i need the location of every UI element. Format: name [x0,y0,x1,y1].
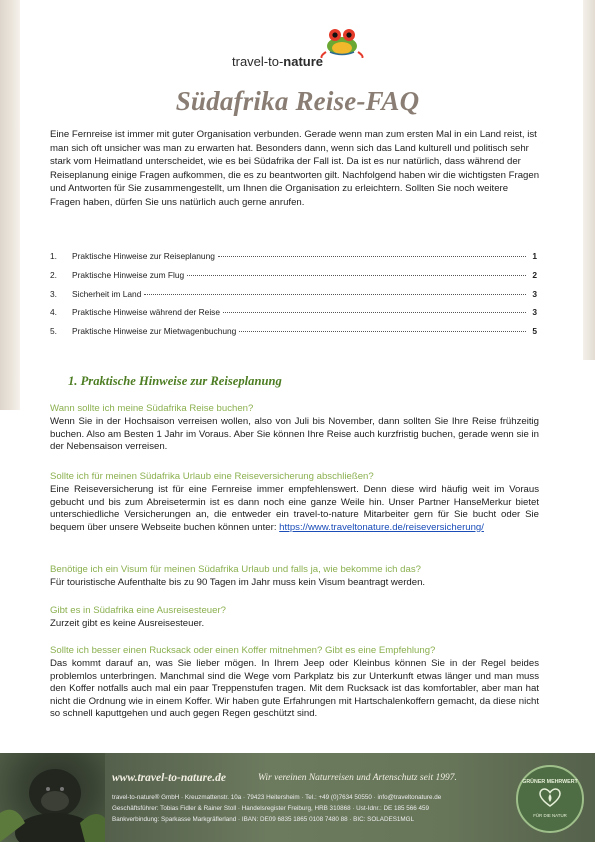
faq-question: Sollte ich besser einen Rucksack oder einen Koffer mitnehmen? Gibt es eine Empfehlung? [50,645,436,656]
toc-number: 5. [50,326,57,337]
toc-number: 4. [50,307,57,318]
faq-item-luggage [50,645,539,720]
faq-answer [50,484,539,534]
badge-bottom-text: FÜR DIE NATUR [533,813,567,818]
intro-paragraph: Eine Fernreise ist immer mit guter Organisation verbunden. Gerade wenn man zum ersten Mal in ein Land reist, ist man sich oft unsicher was man zu erwarten hat. Besonders dann, wenn sich das Land kulturell und politisch sehr stark vom Heimatland unterscheidet, wie es bei Südafrika der Fall ist. Da ist es nur natürlich, dass während der Reiseplanung einige Fragen aufkommen, die es zu beantworten gilt. Nachfolgend haben wir die wichtigsten Fragen und Antworten für Sie zusammengestellt, um Ihnen die Organisation zu erleichtern. Sollten Sie noch weitere Fragen haben, dürfen Sie uns natürlich auch gerne anrufen. [50,129,540,208]
toc-leader [223,312,526,313]
toc-leader [187,275,526,276]
faq-answer: Zurzeit gibt es keine Ausreisesteuer. [50,618,205,630]
toc-entry-4[interactable] [50,307,537,326]
page-footer [0,753,595,842]
page-left-edge [0,0,20,410]
toc-label: Praktische Hinweise während der Reise [72,307,221,318]
toc-entry-1[interactable] [50,251,537,270]
toc-number: 2. [50,269,57,280]
faq-item-departure-tax [50,605,539,631]
toc-page-number: 1 [532,251,537,261]
toc-leader [239,331,526,332]
toc-page-number: 3 [532,288,537,299]
toc-label: Praktische Hinweise zur Reiseplanung [72,251,215,261]
footer-slogan: Wir vereinen Naturreisen und Artenschutz seit 1997. [258,773,457,783]
section-heading: 1. Praktische Hinweise zur Reiseplanung [68,374,282,388]
toc-label: Praktische Hinweise zum Flug [72,269,185,280]
faq-item-visa [50,564,539,590]
page-title: Südafrika Reise-FAQ [175,86,420,116]
toc-number: 1. [50,251,57,261]
toc-number: 3. [50,288,57,299]
faq-question: Wann sollte ich meine Südafrika Reise buchen? [50,403,254,414]
badge-top-text: GRÜNER MEHRWERT [522,779,578,785]
footer-bank-line: Bankverbindung: Sparkasse Markgräflerland · IBAN: DE09 6835 1865 0108 7480 88 · BIC: SOLADES1MGL [112,816,415,823]
table-of-contents [50,251,537,345]
faq-item-insurance [50,471,539,534]
green-value-badge [516,765,584,833]
faq-item-booking [50,403,539,454]
faq-answer: Für touristische Aufenthalte bis zu 90 Tagen im Jahr muss kein Visum beantragt werden. [50,577,426,589]
toc-page-number: 5 [532,326,537,337]
frog-logo-icon [320,24,364,58]
toc-leader [218,256,526,257]
faq-question: Gibt es in Südafrika eine Ausreisesteuer? [50,605,226,616]
toc-page-number: 3 [532,307,537,318]
company-logo[interactable] [232,24,372,74]
gorilla-photo [0,753,105,842]
faq-question: Benötige ich ein Visum für meinen Südafrika Urlaub und falls ja, wie bekomme ich das? [50,564,421,575]
toc-leader [144,294,526,295]
insurance-link[interactable]: https://www.traveltonature.de/reiseversicherung/ [279,521,484,533]
faq-answer: Wenn Sie in der Hochsaison verreisen wollen, also von Juli bis November, dann sollten Sie Ihre Reise frühzeitig buchen. Also am Besten 1 Jahr im Voraus. Aber Sie können Ihre Reise auch kurzfristig buchen, gerade wenn sie in der Nebensaison verreisen. [50,416,539,453]
faq-question: Sollte ich für meinen Südafrika Urlaub eine Reiseversicherung abschließen? [50,471,374,482]
logo-text: travel-to-nature [232,54,324,69]
toc-entry-5[interactable] [50,326,537,345]
toc-entry-2[interactable] [50,270,537,289]
heart-leaf-icon [539,788,561,808]
page-right-edge [583,0,595,360]
footer-company-line: travel-to-nature® GmbH · Kreuzmattenstr. 10a · 79423 Heitersheim · Tel.: +49 (0)7634 50550 · info@traveltonature.de [112,794,442,801]
toc-label: Sicherheit im Land [72,288,142,299]
faq-answer-text: Eine Reiseversicherung ist für eine Fernreise immer empfehlenswert. Denn diese wird häufig weit im Voraus gebucht und bis zum Abreisetermin ist es dann noch eine ganze Weile hin. Unser Partner HanseMerkur bietet unterschiedliche Versicherungen an, die entweder ein travel-to-nature Mitarbeiter gern für Sie bucht oder Sie bequem über unsere Webseite buchen können unter: [50,484,539,533]
toc-page-number: 2 [532,269,537,280]
footer-website-link[interactable]: www.travel-to-nature.de [112,772,226,784]
toc-label: Praktische Hinweise zur Mietwagenbuchung [72,326,237,337]
footer-management-line: Geschäftsführer: Tobias Fidler & Rainer Stoll · Handelsregister Freiburg, HRB 310868 · Ust-Idnr.: DE 185 566 459 [112,805,429,812]
toc-entry-3[interactable] [50,289,537,308]
faq-answer: Das kommt darauf an, was Sie lieber mögen. In Ihrem Jeep oder Kleinbus können Sie in der Regel beides problemlos unterbringen. Manchmal sind die Wege vom Parkplatz bis zur Unterkunft etwas länger und man muss den Koffer notfalls auch mal ein paar Treppenstufen tragen. Mit dem Rucksack ist das komfortabler, aber man hat nicht die Ordnung wie in einem Koffer. Wir haben gute Erfahrungen mit Hartschalenkoffern gemacht, da diese nicht so schnell kaputtgehen und auch gegen Regen geschützt sind. [50,658,539,720]
